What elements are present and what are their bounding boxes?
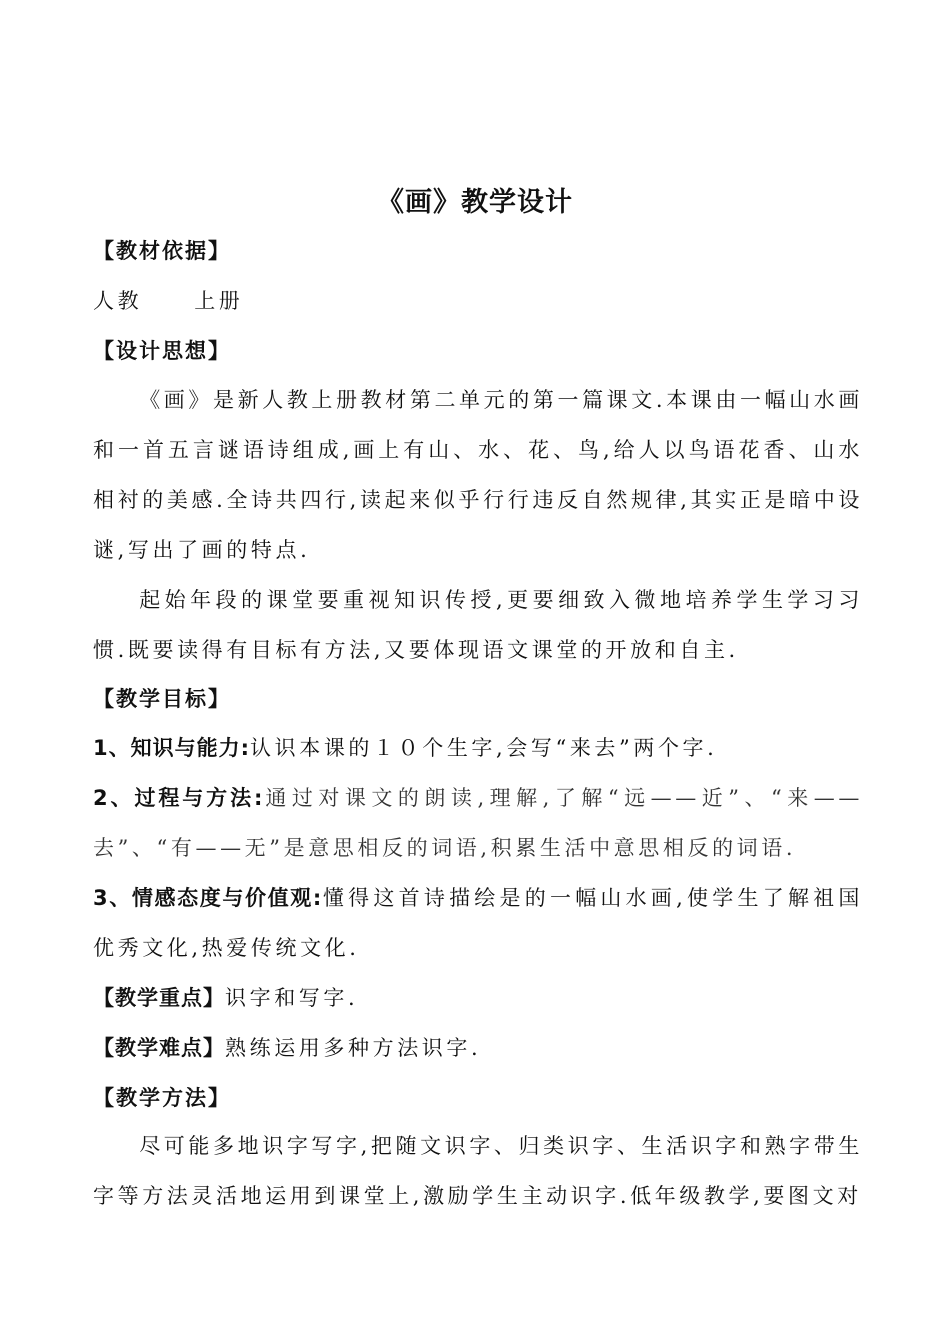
objective-item-2 [93,773,863,873]
methods-paragraph-1: 尽可能多地识字写字,把随文识字、归类识字、生活识字和熟字带生字等方法灵活地运用到课堂上,激励学生主动识字.低年级教学,要图文对 [93,1134,863,1208]
objective-label: 3、情感态度与价值观: [93,886,323,910]
section-heading-key-point: 【教学重点】 [93,986,225,1010]
textbook-edition: 人教 [93,289,143,313]
key-point-text: 识字和写字. [225,986,359,1010]
textbook-basis-line [93,283,863,319]
section-heading-methods: 【教学方法】 [93,1086,231,1110]
difficulty-text: 熟练运用多种方法识字. [225,1036,482,1060]
key-point-line [93,973,863,1023]
page-title: 《画》教学设计 [377,187,573,218]
section-heading-objectives: 【教学目标】 [93,687,231,711]
difficulty-line [93,1023,863,1073]
section-heading-textbook-basis: 【教材依据】 [93,239,231,263]
objective-text: 通过对课文的朗读,理解,了解“远——近”、“来——去”、“有——无”是意思相反的词语,积累生活中意思相反的词语. [93,786,864,860]
objective-label: 1、知识与能力: [93,736,251,760]
objective-item-1 [93,723,863,773]
design-idea-paragraph-2: 起始年段的课堂要重视知识传授,更要细致入微地培养学生学习习惯.既要读得有目标有方法,又要体现语文课堂的开放和自主. [93,588,863,662]
objective-item-3 [93,873,863,973]
objective-label: 2、过程与方法: [93,786,264,810]
objective-text: 懂得这首诗描绘是的一幅山水画,使学生了解祖国优秀文化,热爱传统文化. [93,886,863,960]
objective-text: 认识本课的１０个生字,会写“来去”两个字. [250,736,718,760]
section-heading-difficulty: 【教学难点】 [93,1036,225,1060]
textbook-volume: 上册 [194,289,244,313]
design-idea-paragraph-1: 《画》是新人教上册教材第二单元的第一篇课文.本课由一幅山水画和一首五言谜语诗组成,画上有山、水、花、鸟,给人以鸟语花香、山水相衬的美感.全诗共四行,读起来似乎行行违反自然规律,其实正是暗中设谜,写出了画的特点. [93,388,863,562]
section-heading-design-idea: 【设计思想】 [93,339,231,363]
